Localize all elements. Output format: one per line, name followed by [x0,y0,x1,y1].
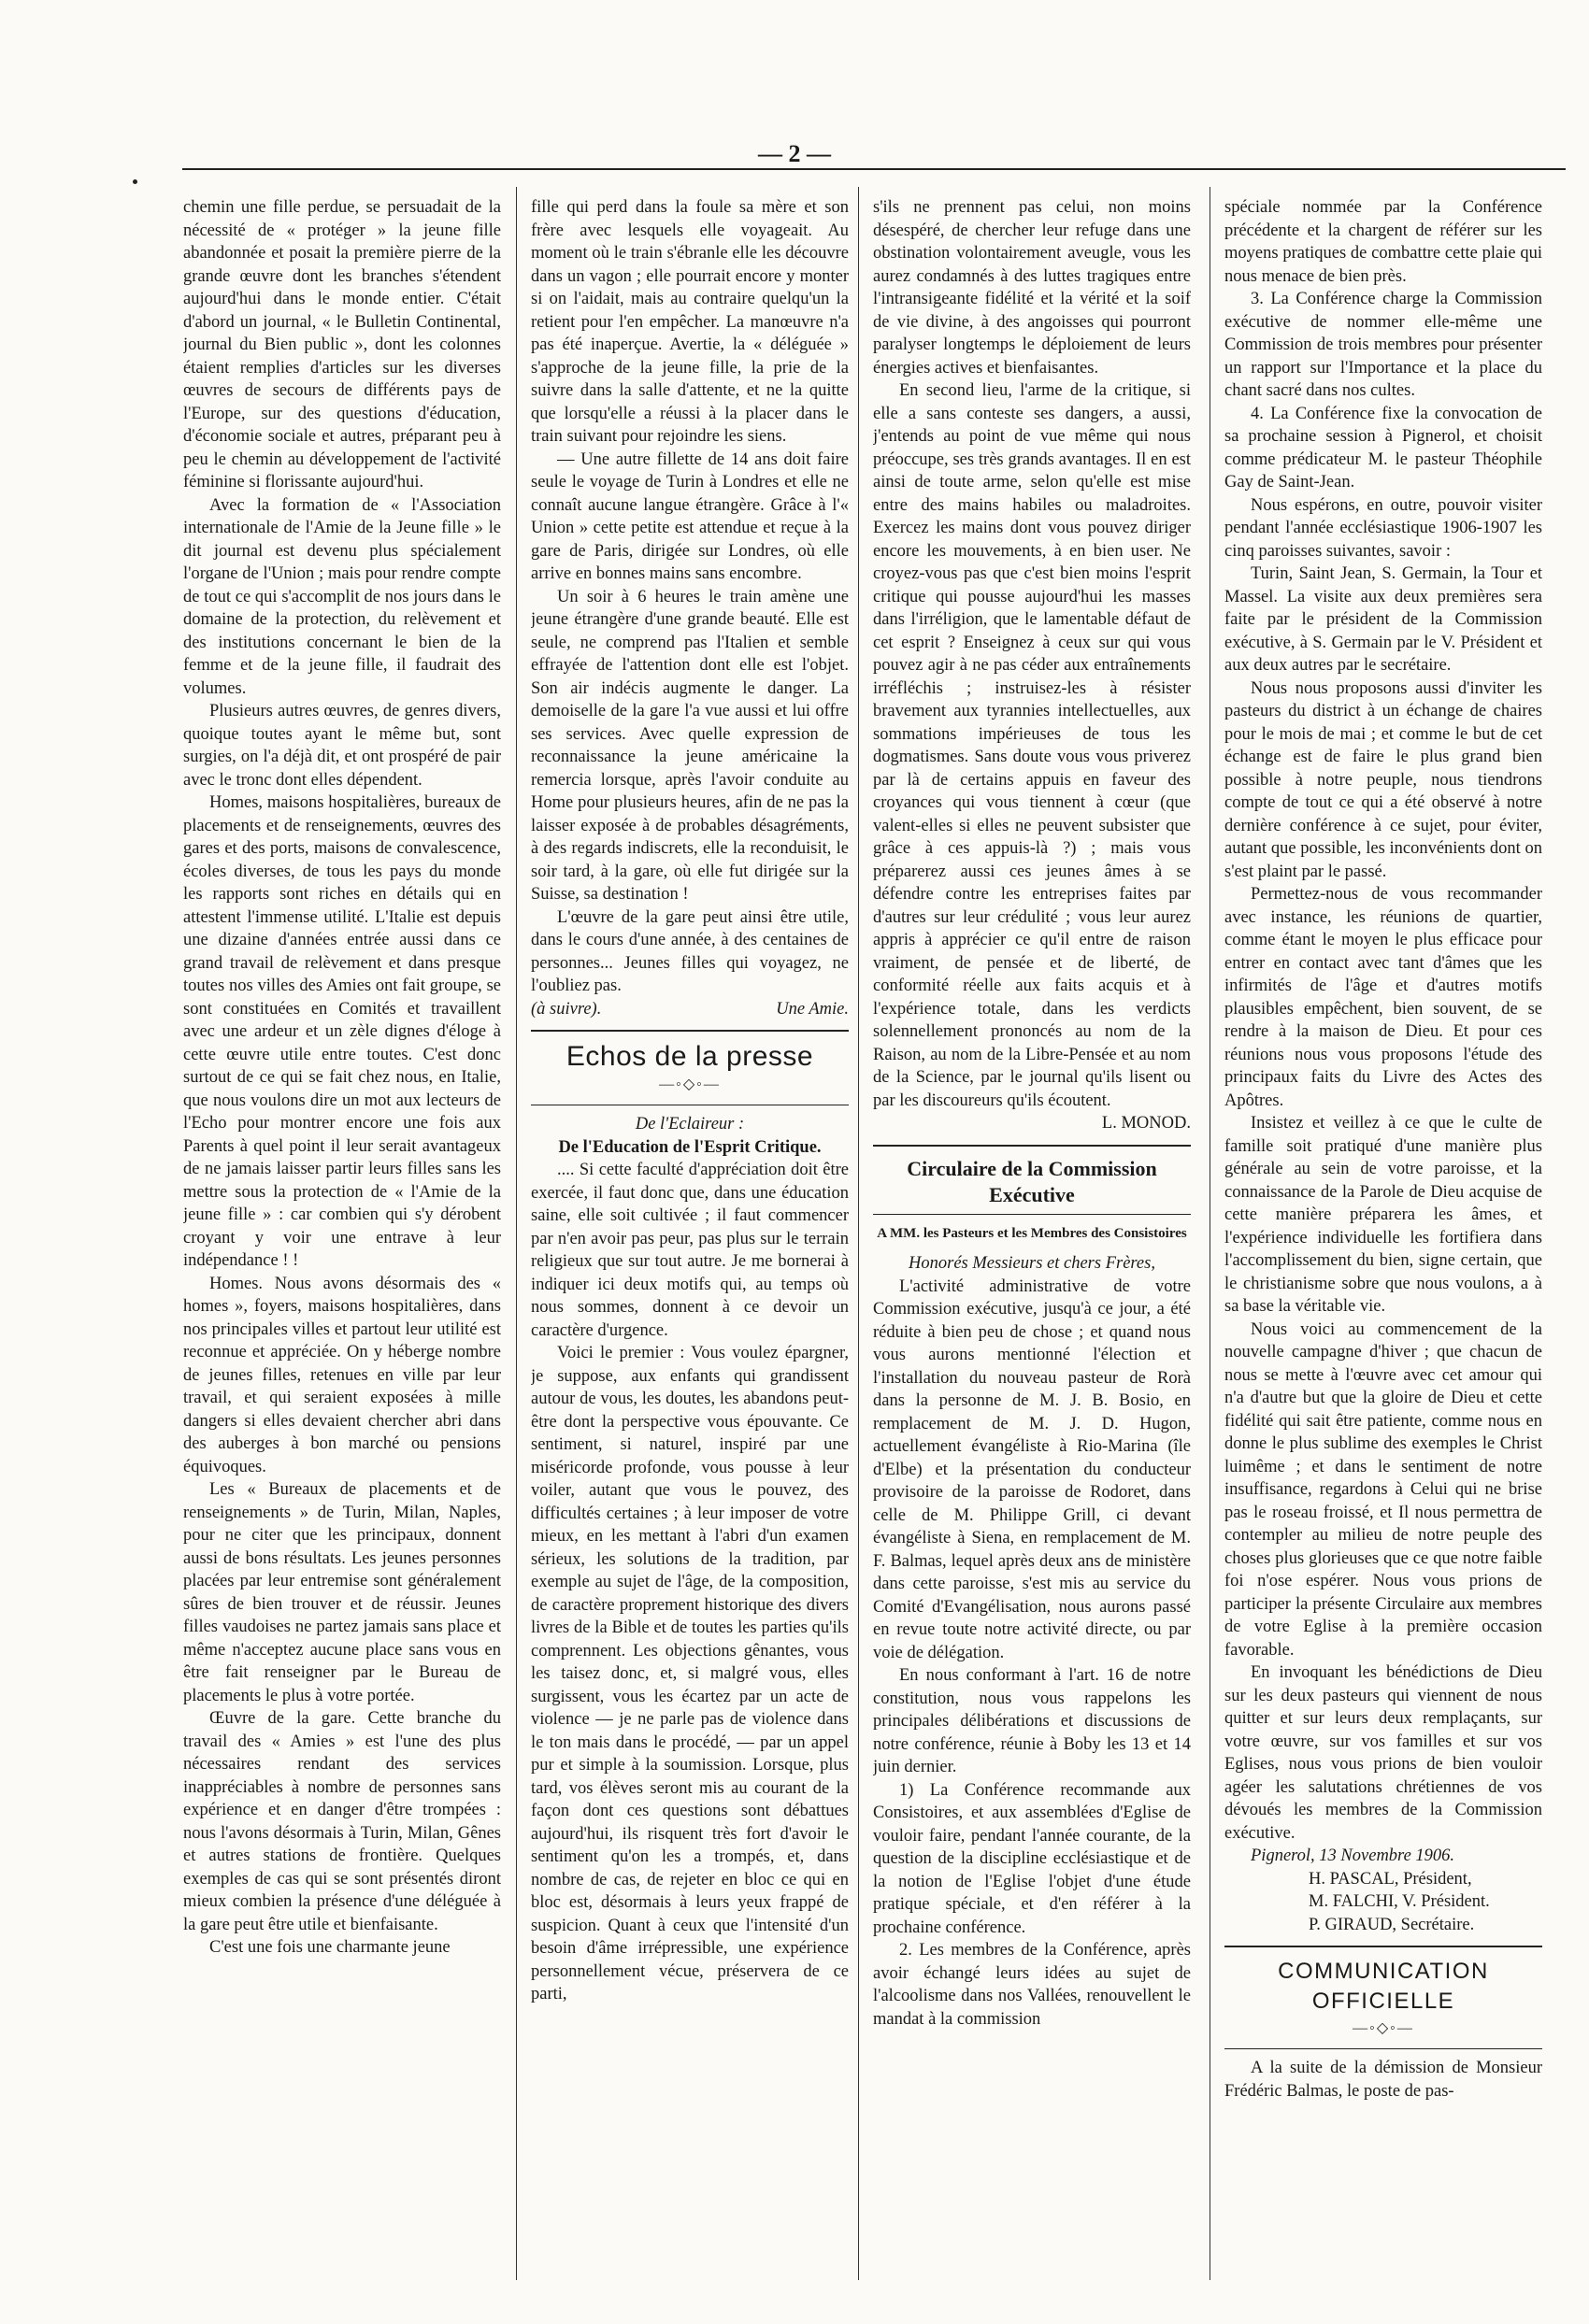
source-line: De l'Eclaireur : [635,1115,745,1133]
paragraph: Turin, Saint Jean, S. Germain, la Tour et Massel. La visite aux deux premières sera faite par le président de la Commission exécutive, à S. Germain par le V. Président et aux deux autres par le secrétaire. [1224,564,1542,675]
paragraph: Les « Bureaux de placements et de renseignements » de Turin, Milan, Naples, pour ne citer que les principaux, donnent aussi de bons résultats. Les jeunes personnes placées par leur entremise sont généralement sûres de bien trouver et de réussir. Jeunes filles vaudoises ne partez jamais sans place et même n'acceptez aucune place sans vous en être fait renseigner par le Bureau de placements le plus à votre portée. [183,1480,501,1705]
paragraph: fille qui perd dans la foule sa mère et son frère avec lesquels elle voyageait. Au moment où le train s'ébranle elle les découvre dans un vagon ; elle pourrait encore y monter si on l'aidait, mais au contraire quelqu'un la retient pour l'en empêcher. La manœuvre n'a pas été inaperçue. Avertie, la « déléguée » s'approche de la jeune fille, la prie de la suivre dans la salle d'attente, et ne la quitte que lorsqu'elle a réussi à la placer dans le train suivant pour rejoindre les siens. [531,198,849,446]
echos-heading-box [531,1030,849,1105]
paragraph: Insistez et veillez à ce que le culte de famille soit pratiqué d'une manière plus générale au sein de votre paroisse, et la connaissance de la Parole de Dieu acquise de cette manière préparera les âmes, et l'expérience individuelle les fortifiera dans l'accomplissement du bien, signe certain, que le christianisme sobre que nous voulons, a à sa base la véritable vie. [1224,1114,1542,1316]
circulaire-heading-box [873,1145,1191,1215]
paragraph: 4. La Conférence fixe la convocation de sa prochaine session à Pignerol, et choisit comme prédicateur M. le pasteur Théophile Gay de Saint-Jean. [1224,404,1542,492]
place-date: Pignerol, 13 Novembre 1906. [1251,1846,1455,1865]
greeting: Honorés Messieurs et chers Frères, [909,1254,1155,1273]
column-divider [516,187,517,2280]
paragraph: C'est une fois une charmante jeune [209,1938,451,1957]
paragraph: Voici le premier : Vous voulez épargner, je suppose, aux enfants qui grandissent autour de vous, les doutes, les abandons peut-être dont la perspective vous épouvante. Ce sentiment, si naturel, inspiré par une miséricorde profonde, vous pousse à leur voiler, autant que vous le pouvez, des difficultés certaines ; à leur imposer de votre mieux, en les mettant à l'abri d'un examen sérieux, les solutions de la tradition, par exemple au sujet de l'âge, de la composition, de caractère proprement historique des divers livres de la Bible et de toutes les parties qu'ils comprennent. Les objections gênantes, vous les taisez donc, et, si malgré vous, elles surgissent, vous les écartez par un acte de violence — je ne parle pas de violence dans le ton mais dans le procédé, — par un appel pur et simple à la soumission. Lorsque, plus tard, vos élèves seront mis au courant de la façon dont ces questions sont débattues aujourd'hui, ils risquent très fort d'avoir le sentiment qu'on les a trompés, et, dans nombre de cas, de rejeter en bloc ce qui en bloc est, désormais à leurs yeux frappé de suspicion. Quant à ceux que l'intensité d'un besoin d'âme irrépressible, une expérience personnellement vécue, préservera de ce parti, [531,1344,849,2003]
column-divider [858,187,859,2280]
paragraph: — Une autre fillette de 14 ans doit faire seule le voyage de Turin à Londres et elle ne connaît aucune langue étrangère. Grâce à l'« Union » cette petite est attendue et reçue à la gare de Paris, dirigée sur Londres, où elle arrive en bonnes mains sans encombre. [531,449,849,583]
header-rule [182,168,1566,170]
paragraph: spéciale nommée par la Conférence précédente et la chargent de référer sur les moyens pratiques de combattre cette plaie qui nous menace de bien près. [1224,198,1542,286]
paragraph: En nous conformant à l'art. 16 de notre constitution, nous vous rappelons les principales délibérations et discussions de notre conférence, réunie à Boby les 13 et 14 juin dernier. [873,1666,1191,1776]
paragraph: L'activité administrative de votre Commission exécutive, jusqu'à ce jour, a été réduite à bien peu de chose ; et quand nous vous aurons mentionné l'élection et l'installation du nouveau pasteur de Rorà dans la personne de M. J. B. Bosio, en remplacement de M. J. D. Hugon, actuellement évangéliste à Rio-Marina (île d'Elbe) et la présentation du conducteur provisoire de la paroisse de Rodoret, dans celle de M. Philippe Grill, ci devant évangéliste à Siena, en remplacement de M. F. Balmas, lequel après deux ans de ministère dans cette paroisse, s'est mis au service du Comité d'Evangélisation, nous aurons passé en revue toute notre activité directe, ou par voie de délégation. [873,1276,1191,1662]
paragraph: En second lieu, l'arme de la critique, si elle a sans conteste ses dangers, a aussi, j'entends au point de vue même qui nous préoccupe, ses très grands avantages. Il en est ainsi de toute arme, selon qu'elle est mise entre des mains habiles ou maladroites. Exercez les mains dont vous pouvez diriger encore les mouvements, à en bien user. Ne croyez-vous pas que c'est bien moins l'esprit critique qui pousse aujourd'hui les masses dans l'irréligion, que le lamentable défaut de cet esprit ? Enseignez à ceux sur qui vous pouvez agir à ne pas céder aux entraînements irréfléchis ; instruisez-les à résister bravement aux tyrannies intellectuelles, aux sommations impérieuses de tous les dogmatismes. Sans doute vous vous priverez par là de certains appuis en faveur des croyances qui vous tiennent à cœur (que valent-elles si elles ne peuvent subsister que grâce à ces appuis-là ?) ; mais vous préparerez aussi ces jeunes âmes à se défendre contre les entreprises faites par d'autres sur leur crédulité ; vous leur aurez appris à apprécier ce qu'il entre de raison vraiment, de pensée et de liberté, de conformité réelle aux faits acquis et à l'expérience totale, dans les verdicts solennellement prononcés au nom de la Raison, au nom de la Libre-Pensée et au nom de la Science, par le journal qu'ils lisent ou par les discoureurs qu'ils écoutent. [873,381,1191,1110]
paragraph: Homes. Nous avons désormais des « homes », foyers, maisons hospitalières, dans nos principales villes et partout leur utilité est reconnue et appréciée. On y héberge nombre de jeunes filles, retenues en ville par leur travail, et qui seraient exposées à mille dangers si elles devaient chercher abri dans des auberges à bon marché ou pensions équivoques. [183,1274,501,1476]
page-number: — 2 — [758,140,831,167]
paragraph: Homes, maisons hospitalières, bureaux de placements et de renseignements, œuvres des gares et des ports, maisons de convalescence, écoles diverses, de tous les pays du monde les rapports sont riches en détails qui en attestent l'immense utilité. L'Italie est depuis une dizaine d'années entrée aussi dans ce grand travail de relèvement et dans presque toutes nos villes des Amies ont fait groupe, se sont constituées en Comités et travaillent avec une ardeur et un zèle dignes d'éloge à cette œuvre utile entre toutes. C'est donc surtout de ce qui se fait chez nous, en Italie, que nous voulons dire un mot aux lecteurs de l'Echo pour montrer encore une fois aux Parents à quel point il leur serait avantageux de ne jamais laisser partir leurs filles sans les mettre sous la protection de « l'Amie de la jeune fille » : car combien qui s'y dérobent croyant y voir une entrave à leur indépendance ! ! [183,793,501,1270]
column-1 [183,196,501,2289]
signature-line: P. GIRAUD, Secrétaire. [1309,1915,1475,1934]
paragraph: .... Si cette faculté d'appréciation doit être exercée, il faut donc que, dans une éducation saine, elle soit cultivée ; il faut commencer par n'en avoir pas peur, pas plus sur le terrain religieux que sur tout autre. Je me bornerai à indiquer ici deux motifs qui, au temps où nous sommes, donnent à ce devoir un caractère d'urgence. [531,1161,849,1340]
paragraph: Plusieurs autres œuvres, de genres divers, quoique toutes ayant le même but, sont surgies, on l'a déjà dit, et ont prospéré de pair avec le tronc dont elles dépendent. [183,702,501,790]
column-4 [1224,196,1542,2289]
paragraph: chemin une fille perdue, se persuadait de la nécessité de « protéger » la jeune fille abandonnée et posait la première pierre de la grande œuvre dont les branches s'étendent aujourd'hui dans le monde entier. C'était d'abord un journal, « le Bulletin Continental, journal du Bien public », dont les colonnes étaient remplies d'articles sur les diverses œuvres de secours de différents pays de l'Europe, sur des questions d'éducation, d'économie sociale et autres, préparant peu à peu le chemin au développement de l'activité féminine si florissante aujourd'hui. [183,198,501,492]
paragraph: Permettez-nous de vous recommander avec instance, les réunions de quartier, comme étant le moyen le plus efficace pour entrer en contact avec tant d'âmes que les infirmités de l'âge et d'autres motifs plausibles empêchent, bien souvent, de se rendre à la maison de Dieu. Et pour ces réunions nous vous proposons l'étude des principaux faits du Livre des Actes des Apôtres. [1224,885,1542,1110]
paragraph: Un soir à 6 heures le train amène une jeune étrangère d'une grande beauté. Elle est seule, ne comprend pas l'Italien et semble effrayée de l'attention dont elle est l'objet. Son air indécis augmente le danger. La demoiselle de la gare l'a vue aussi et lui offre ses services. Avec quelle expression de reconnaissance la jeune américaine la remercia lorsque, après l'avoir conduite au Home pour plusieurs heures, afin de ne pas la laisser exposée à de probables désagréments, à des regards indiscrets, elle la reconduisit, le soir tard, à la gare, où elle fut dirigée sur la Suisse, sa destination ! [531,587,849,904]
paragraph: Nous nous proposons aussi d'inviter les pasteurs du district à un échange de chaires pour le mois de mai ; et comme le but de cet échange est de faire le plus grand bien possible à notre peuple, nous tiendrons compte de tout ce qui a été observé à notre dernière conférence à ce sujet, pour éviter, autant que possible, les inconvénients dont on s'est plaint par le passé. [1224,678,1542,881]
paragraph: 3. La Conférence charge la Commission exécutive de nommer elle-même une Commission de trois membres pour présenter un rapport sur l'Importance et la place du chant sacré dans nos cultes. [1224,290,1542,400]
paragraph: Œuvre de la gare. Cette branche du travail des « Amies » est l'une des plus nécessaires rendant des services inappréciables à nombre de personnes sans expérience et en danger d'être trompées : nous l'avons désormais à Turin, Milan, Gênes et autres stations de frontière. Quelques exemples de cas qui se sont présentés diront mieux combien la présence d'une déléguée à la gare peut être utile et bienfaisante. [183,1709,501,1934]
margin-dot [133,179,137,184]
signature-line: M. FALCHI, V. Président. [1309,1892,1490,1911]
paragraph: Avec la formation de « l'Association internationale de l'Amie de la Jeune fille » le dit journal est devenu plus spécialement l'organe de l'Union ; mais pour rendre compte de tout ce qui s'accomplit de nos jours dans le domaine de la protection, du relèvement et des institutions concernant le bien de la femme et de la jeune fille, il faudrait des volumes. [183,495,501,698]
author-signature: L. MONOD. [1101,1114,1191,1133]
paragraph: L'œuvre de la gare peut ainsi être utile, dans le cours d'une année, à des centaines de personnes... Jeunes filles qui voyagez, ne l'oubliez pas. [531,907,849,995]
article-signature [531,998,849,1021]
to-be-continued: (à suivre). [531,999,602,1019]
circulaire-subtitle: A MM. les Pasteurs et les Membres des Consistoires [877,1225,1187,1241]
paragraph: 1) La Conférence recommande aux Consistoires, et aux assemblées d'Eglise de vouloir faire, pendant l'année courante, de la question de la discipline ecclésiastique et de la notion de l'Eglise l'objet d'une étude pratique spéciale, et d'en référer à la prochaine conférence. [873,1780,1191,1937]
paragraph: 2. Les membres de la Conférence, après avoir échangé leurs idées au sujet de l'alcoolisme dans nos Vallées, renouvellent le mandat à la commission [873,1941,1191,2029]
section-title: Circulaire de la Commission Exécutive [907,1156,1157,1206]
paragraph: A la suite de la démission de Monsieur Frédéric Balmas, le poste de pas- [1224,2059,1542,2101]
paragraph: En invoquant les bénédictions de Dieu sur les deux pasteurs qui viennent de nous quitter et sur leurs deux remplaçants, sur votre œuvre, sur vos familles et sur vos Eglises, nous vous prions de bien vouloir agéer les salutations chrétiennes de vos dévoués les membres de la Commission exécutive. [1224,1663,1542,1843]
paragraph: Nous voici au commencement de la nouvelle campagne d'hiver ; que chacun de nous se mette à l'œuvre avec cet amour qui n'a d'autre but que la gloire de Dieu et cette fidélité qui sait être patiente, comme nous en donne le plus sublime des exemples le Christ luimême ; et dans le sentiment de notre insuffisance, regardons à Celui qui ne brise pas le roseau froissé, et Il nous permettra de contempler au milieu de notre peuple des choses plus glorieuses que ce que notre faible foi n'ose espérer. Nous vous prions de participer la présente Circulaire aux membres de votre Eglise à la première occasion favorable. [1224,1319,1542,1660]
communication-heading-box [1224,1946,1542,2049]
author-signature: Une Amie. [776,999,849,1019]
article-subtitle: De l'Education de l'Esprit Critique. [558,1137,822,1157]
section-title: Echos de la presse [565,1041,814,1072]
ornament-divider: —◦◇◦— [1353,2020,1414,2036]
column-3 [873,196,1191,2289]
paragraph: Nous espérons, en outre, pouvoir visiter pendant l'année ecclésiastique 1906-1907 les cinq paroisses suivantes, savoir : [1224,495,1542,561]
ornament-divider: —◦◇◦— [659,1076,721,1092]
column-2 [531,196,849,2289]
section-title: COMMUNICATION OFFICIELLE [1278,1959,1489,2014]
paragraph: s'ils ne prennent pas celui, non moins désespéré, de chercher leur refuge dans une obstination volontairement aveugle, vous les aurez condamnés à des luttes tragiques entre l'intransigeante fidélité et la vérité et la soif de vie divine, à des angoisses qui pourront paralyser longtemps le déploiement de leurs énergies actives et bienfaisantes. [873,198,1191,378]
signature-line: H. PASCAL, Président, [1309,1869,1472,1889]
